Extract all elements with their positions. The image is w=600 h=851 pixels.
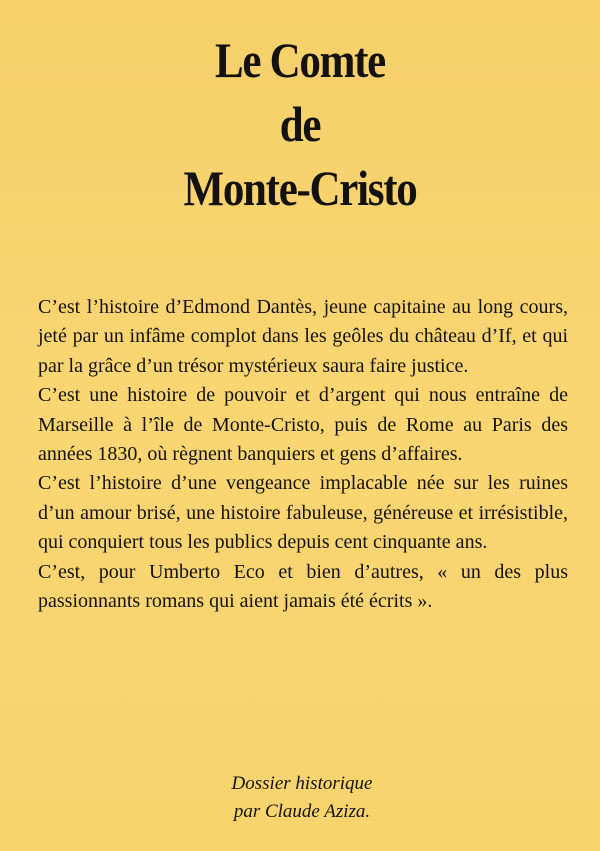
- blurb-paragraph-1: C’est l’histoire d’Edmond Dantès, jeune capitaine au long cours, jeté par un infâme complot dans les geôles du château d’If, et qui par la grâce d’un trésor mystérieux saura faire justice.: [38, 296, 568, 377]
- title-line-2: de: [279, 96, 321, 152]
- title-line-3: Monte-Cristo: [183, 160, 417, 216]
- blurb: [38, 293, 568, 616]
- book-title: [42, 28, 558, 220]
- blurb-paragraph-4: C’est, pour Umberto Eco et bien d’autres, « un des plus passionnants romans qui aient jamais été écrits ».: [38, 560, 568, 613]
- dossier-credit: [0, 770, 600, 826]
- dossier-line-2: par Claude Aziza.: [233, 801, 371, 822]
- title-line-1: Le Comte: [215, 32, 385, 88]
- blurb-paragraph-3: C’est l’histoire d’une vengeance implacable née sur les ruines d’un amour brisé, une histoire fabuleuse, généreuse et irrésistible, qui conquiert tous les publics depuis cent cinquante ans.: [38, 472, 568, 554]
- blurb-paragraph-2: C’est une histoire de pouvoir et d’argent qui nous entraîne de Marseille à l’île de Monte-Cristo, puis de Rome au Paris des années 1830, où règnent banquiers et gens d’affaires.: [38, 384, 568, 466]
- dossier-line-1: Dossier historique: [231, 773, 373, 794]
